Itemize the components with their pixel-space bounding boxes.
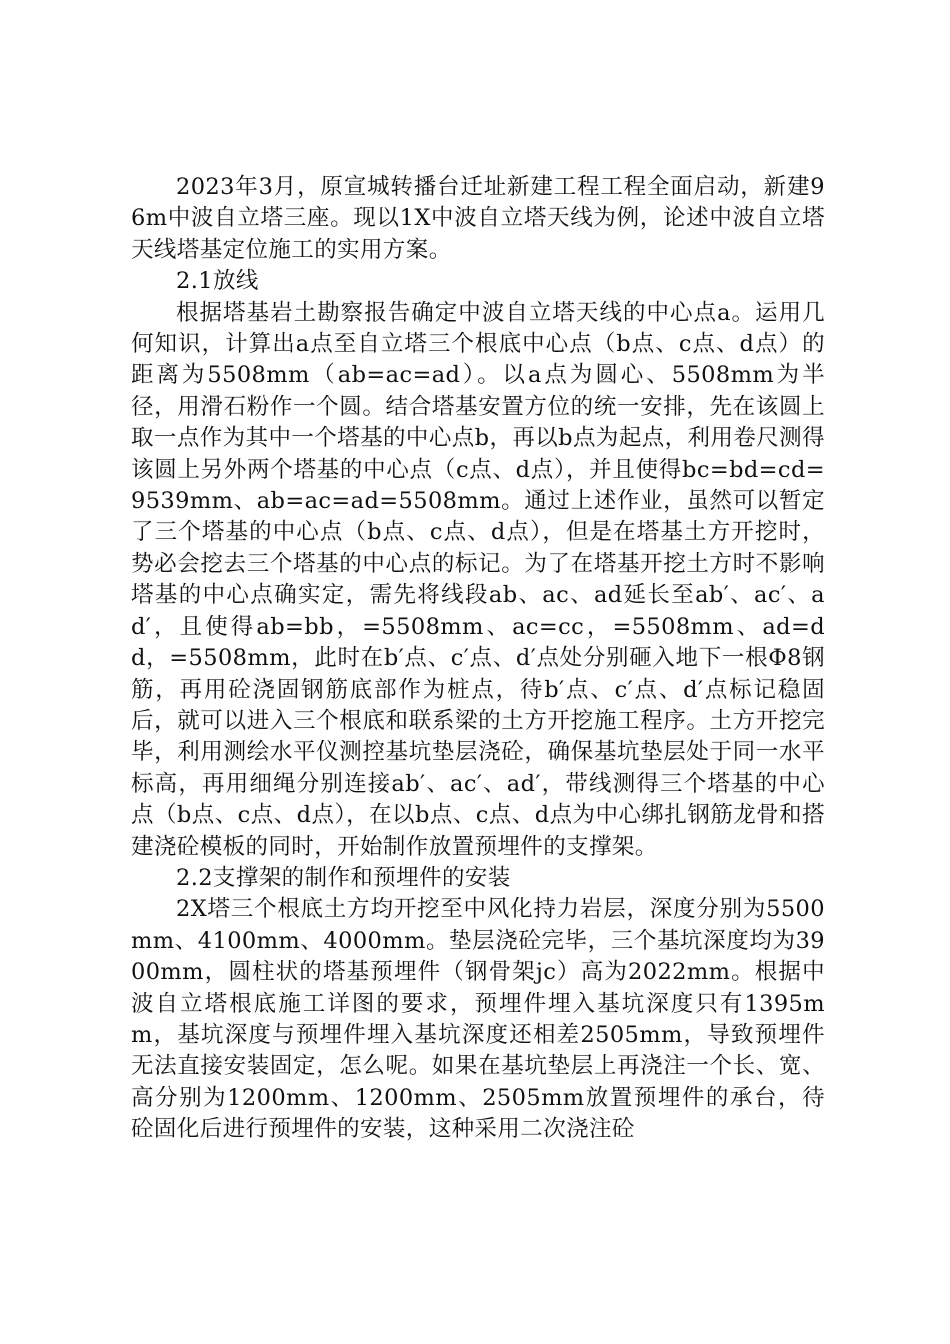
section-2-1-paragraph: 根据塔基岩土勘察报告确定中波自立塔天线的中心点a。运用几何知识，计算出a点至自立塔三个根底中心点（b点、c点、d点）的距离为5508mm（ab=ac=ad）。以a点为圆心、5508mm为半径，用滑石粉作一个圆。结合塔基安置方位的统一安排，先在该圆上取一点作为其中一个塔基的中心点b，再以b点为起点，利用卷尺测得该圆上另外两个塔基的中心点（c点、d点），并且使得bc=bd=cd=9539mm、ab=ac=ad=5508mm。通过上述作业，虽然可以暂定了三个塔基的中心点（b点、c点、d点），但是在塔基土方开挖时，势必会挖去三个塔基的中心点的标记。为了在塔基开挖土方时不影响塔基的中心点确实定，需先将线段ab、ac、ad延长至ab′、ac′、ad′，且使得ab=bb，=5508mm、ac=cc，=5508mm、ad=dd，=5508mm，此时在b′点、c′点、d′点处分别砸入地下一根Φ8钢筋，再用砼浇固钢筋底部作为桩点，待b′点、c′点、d′点标记稳固后，就可以进入三个根底和联系梁的土方开挖施工程序。土方开挖完毕，利用测绘水平仪测控基坑垫层浇砼，确保基坑垫层处于同一水平标高，再用细绳分别连接ab′、ac′、ad′，带线测得三个塔基的中心点（b点、c点、d点），在以b点、c点、d点为中心绑扎钢筋龙骨和搭建浇砼模板的同时，开始制作放置预埋件的支撑架。 bbox=[131, 299, 825, 860]
intro-paragraph: 2023年3月，原宣城转播台迁址新建工程工程全面启动，新建96m中波自立塔三座。现以1X中波自立塔天线为例，论述中波自立塔天线塔基定位施工的实用方案。 bbox=[131, 174, 825, 263]
section-2-2-paragraph: 2X塔三个根底土方均开挖至中风化持力岩层，深度分别为5500mm、4100mm、4000mm。垫层浇砼完毕，三个基坑深度均为3900mm，圆柱状的塔基预埋件（钢骨架jc）高为2022mm。根据中波自立塔根底施工详图的要求，预埋件埋入基坑深度只有1395mm，基坑深度与预埋件埋入基坑深度还相差2505mm，导致预埋件无法直接安装固定，怎么呢。如果在基坑垫层上再浇注一个长、宽、高分别为1200mm、1200mm、2505mm放置预埋件的承台，待砼固化后进行预埋件的安装，这种采用二次浇注砼 bbox=[131, 896, 825, 1143]
section-heading-2-1: 2.1放线 bbox=[176, 268, 259, 295]
section-heading-2-2: 2.2支撑架的制作和预埋件的安装 bbox=[176, 864, 511, 891]
document-body bbox=[131, 172, 825, 1146]
